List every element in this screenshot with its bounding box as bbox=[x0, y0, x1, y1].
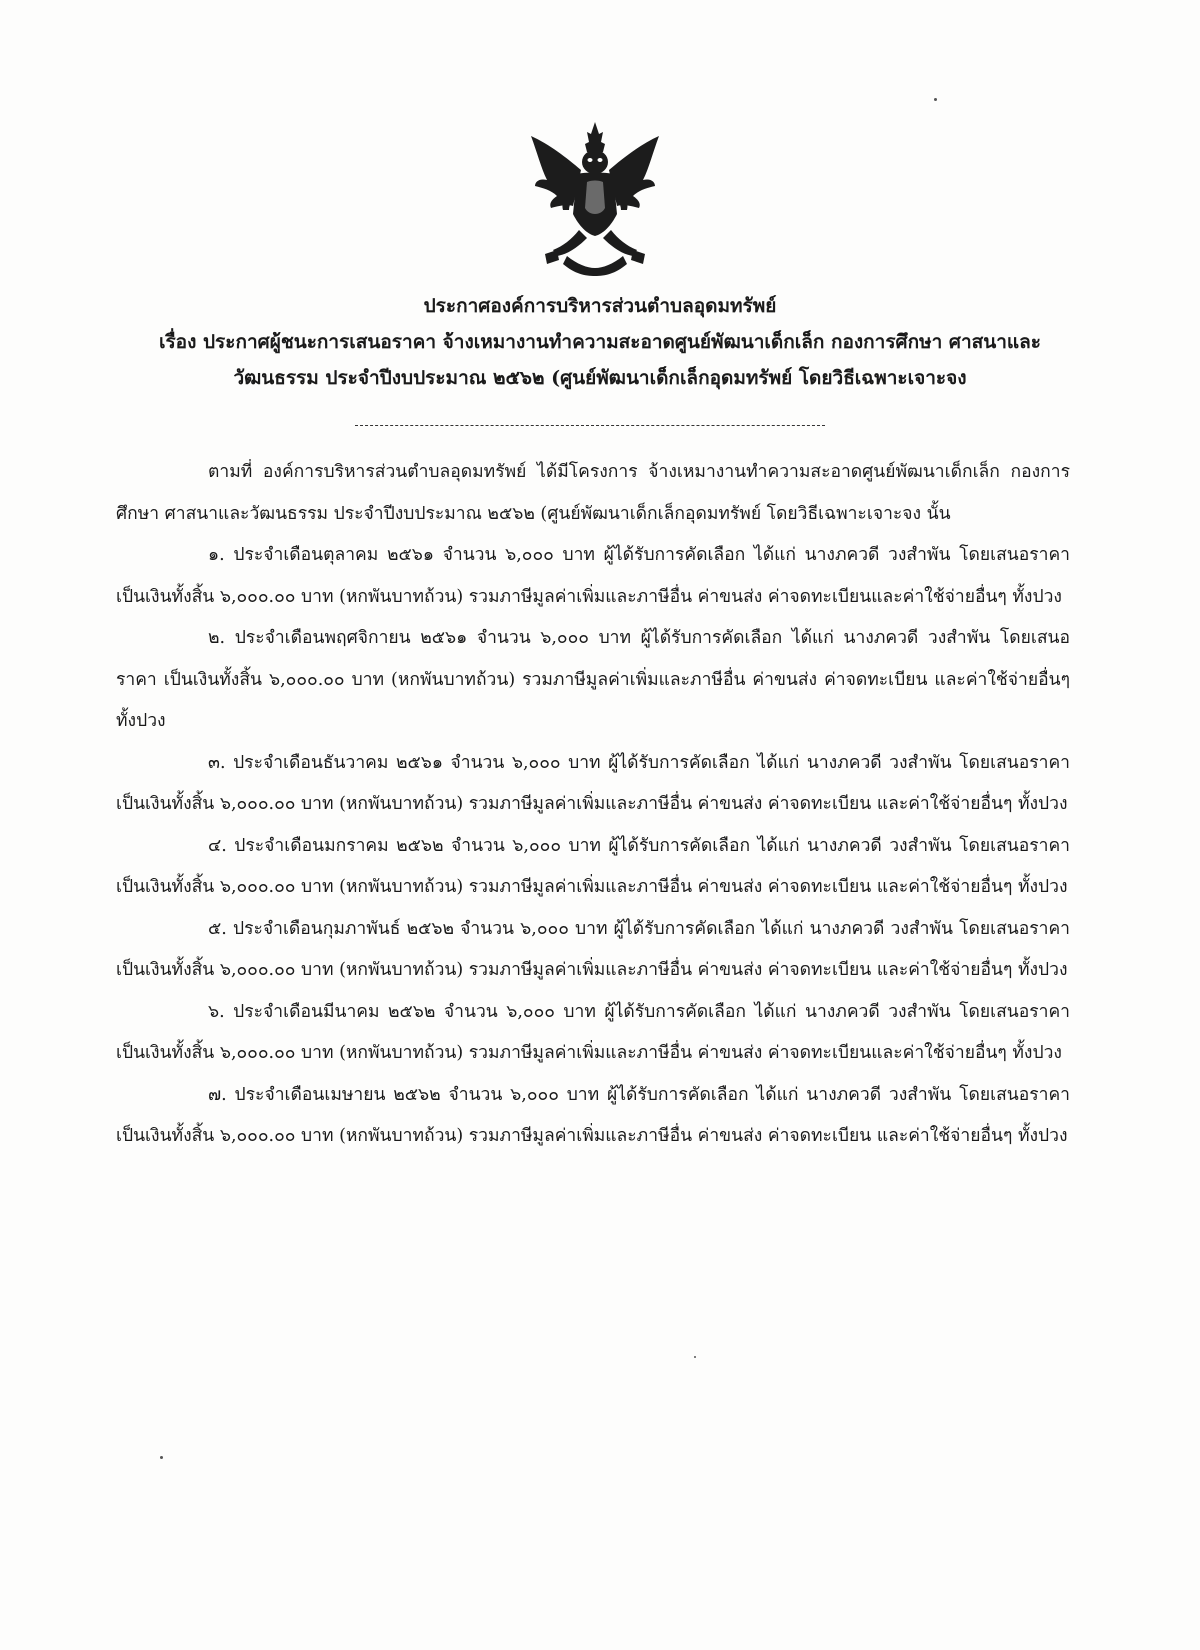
garuda-emblem-icon bbox=[527, 118, 663, 278]
list-item: ๖. ประจำเดือนมีนาคม ๒๕๖๒ จำนวน ๖,๐๐๐ บาท ผู้ได้รับการคัดเลือก ได้แก่ นางภควดี วงสำพัน โดยเสนอราคา เป็นเงินทั้งสิ้น ๖,๐๐๐.๐๐ บาท (หกพันบาทถ้วน) รวมภาษีมูลค่าเพิ่มและภาษีอื่น ค่าขนส่ง ค่าจดทะเบียนและค่าใช้จ่ายอื่นๆ ทั้งปวง bbox=[116, 1001, 1070, 1063]
header-divider bbox=[355, 425, 825, 426]
announcement-subject-line-2: วัฒนธรรม ประจำปีงบประมาณ ๒๕๖๒ (ศูนย์พัฒนาเด็กเล็กอุดมทรัพย์ โดยวิธีเฉพาะเจาะจง bbox=[233, 367, 967, 389]
intro-paragraph: ตามที่ องค์การบริหารส่วนตำบลอุดมทรัพย์ ได้มีโครงการ จ้างเหมางานทำความสะอาดศูนย์พัฒนาเด็กเล็ก กองการศึกษา ศาสนาและวัฒนธรรม ประจำปีงบประมาณ ๒๕๖๒ (ศูนย์พัฒนาเด็กเล็กอุดมทรัพย์ โดยวิธีเฉพาะเจาะจง นั้น bbox=[116, 462, 1070, 524]
list-item: ๗. ประจำเดือนเมษายน ๒๕๖๒ จำนวน ๖,๐๐๐ บาท ผู้ได้รับการคัดเลือก ได้แก่ นางภควดี วงสำพัน โดยเสนอราคา เป็นเงินทั้งสิ้น ๖,๐๐๐.๐๐ บาท (หกพันบาทถ้วน) รวมภาษีมูลค่าเพิ่มและภาษีอื่น ค่าขนส่ง ค่าจดทะเบียน และค่าใช้จ่ายอื่นๆ ทั้งปวง bbox=[116, 1084, 1070, 1146]
scan-speck bbox=[694, 1356, 696, 1358]
scan-speck bbox=[160, 1456, 163, 1459]
list-item: ๒. ประจำเดือนพฤศจิกายน ๒๕๖๑ จำนวน ๖,๐๐๐ บาท ผู้ได้รับการคัดเลือก ได้แก่ นางภควดี วงสำพัน โดยเสนอราคา เป็นเงินทั้งสิ้น ๖,๐๐๐.๐๐ บาท (หกพันบาทถ้วน) รวมภาษีมูลค่าเพิ่มและภาษีอื่น ค่าขนส่ง ค่าจดทะเบียน และค่าใช้จ่ายอื่นๆ ทั้งปวง bbox=[116, 628, 1070, 731]
announcement-subject-line-1: เรื่อง ประกาศผู้ชนะการเสนอราคา จ้างเหมางานทำความสะอาดศูนย์พัฒนาเด็กเล็ก กองการศึกษา ศาสนาและ bbox=[158, 331, 1041, 353]
list-item: ๓. ประจำเดือนธันวาคม ๒๕๖๑ จำนวน ๖,๐๐๐ บาท ผู้ได้รับการคัดเลือก ได้แก่ นางภควดี วงสำพัน โดยเสนอราคา เป็นเงินทั้งสิ้น ๖,๐๐๐.๐๐ บาท (หกพันบาทถ้วน) รวมภาษีมูลค่าเพิ่มและภาษีอื่น ค่าขนส่ง ค่าจดทะเบียน และค่าใช้จ่ายอื่นๆ ทั้งปวง bbox=[116, 752, 1070, 814]
announcement-body bbox=[116, 452, 1070, 1158]
scan-speck bbox=[934, 98, 937, 101]
announcement-header bbox=[60, 288, 1140, 396]
announcement-title: ประกาศองค์การบริหารส่วนตำบลอุดมทรัพย์ bbox=[423, 295, 777, 317]
list-item: ๕. ประจำเดือนกุมภาพันธ์ ๒๕๖๒ จำนวน ๖,๐๐๐ บาท ผู้ได้รับการคัดเลือก ได้แก่ นางภควดี วงสำพัน โดยเสนอราคา เป็นเงินทั้งสิ้น ๖,๐๐๐.๐๐ บาท (หกพันบาทถ้วน) รวมภาษีมูลค่าเพิ่มและภาษีอื่น ค่าขนส่ง ค่าจดทะเบียน และค่าใช้จ่ายอื่นๆ ทั้งปวง bbox=[116, 918, 1070, 980]
list-item: ๑. ประจำเดือนตุลาคม ๒๕๖๑ จำนวน ๖,๐๐๐ บาท ผู้ได้รับการคัดเลือก ได้แก่ นางภควดี วงสำพัน โดยเสนอราคา เป็นเงินทั้งสิ้น ๖,๐๐๐.๐๐ บาท (หกพันบาทถ้วน) รวมภาษีมูลค่าเพิ่มและภาษีอื่น ค่าขนส่ง ค่าจดทะเบียนและค่าใช้จ่ายอื่นๆ ทั้งปวง bbox=[116, 545, 1070, 607]
list-item: ๔. ประจำเดือนมกราคม ๒๕๖๒ จำนวน ๖,๐๐๐ บาท ผู้ได้รับการคัดเลือก ได้แก่ นางภควดี วงสำพัน โดยเสนอราคา เป็นเงินทั้งสิ้น ๖,๐๐๐.๐๐ บาท (หกพันบาทถ้วน) รวมภาษีมูลค่าเพิ่มและภาษีอื่น ค่าขนส่ง ค่าจดทะเบียน และค่าใช้จ่ายอื่นๆ ทั้งปวง bbox=[116, 835, 1070, 897]
